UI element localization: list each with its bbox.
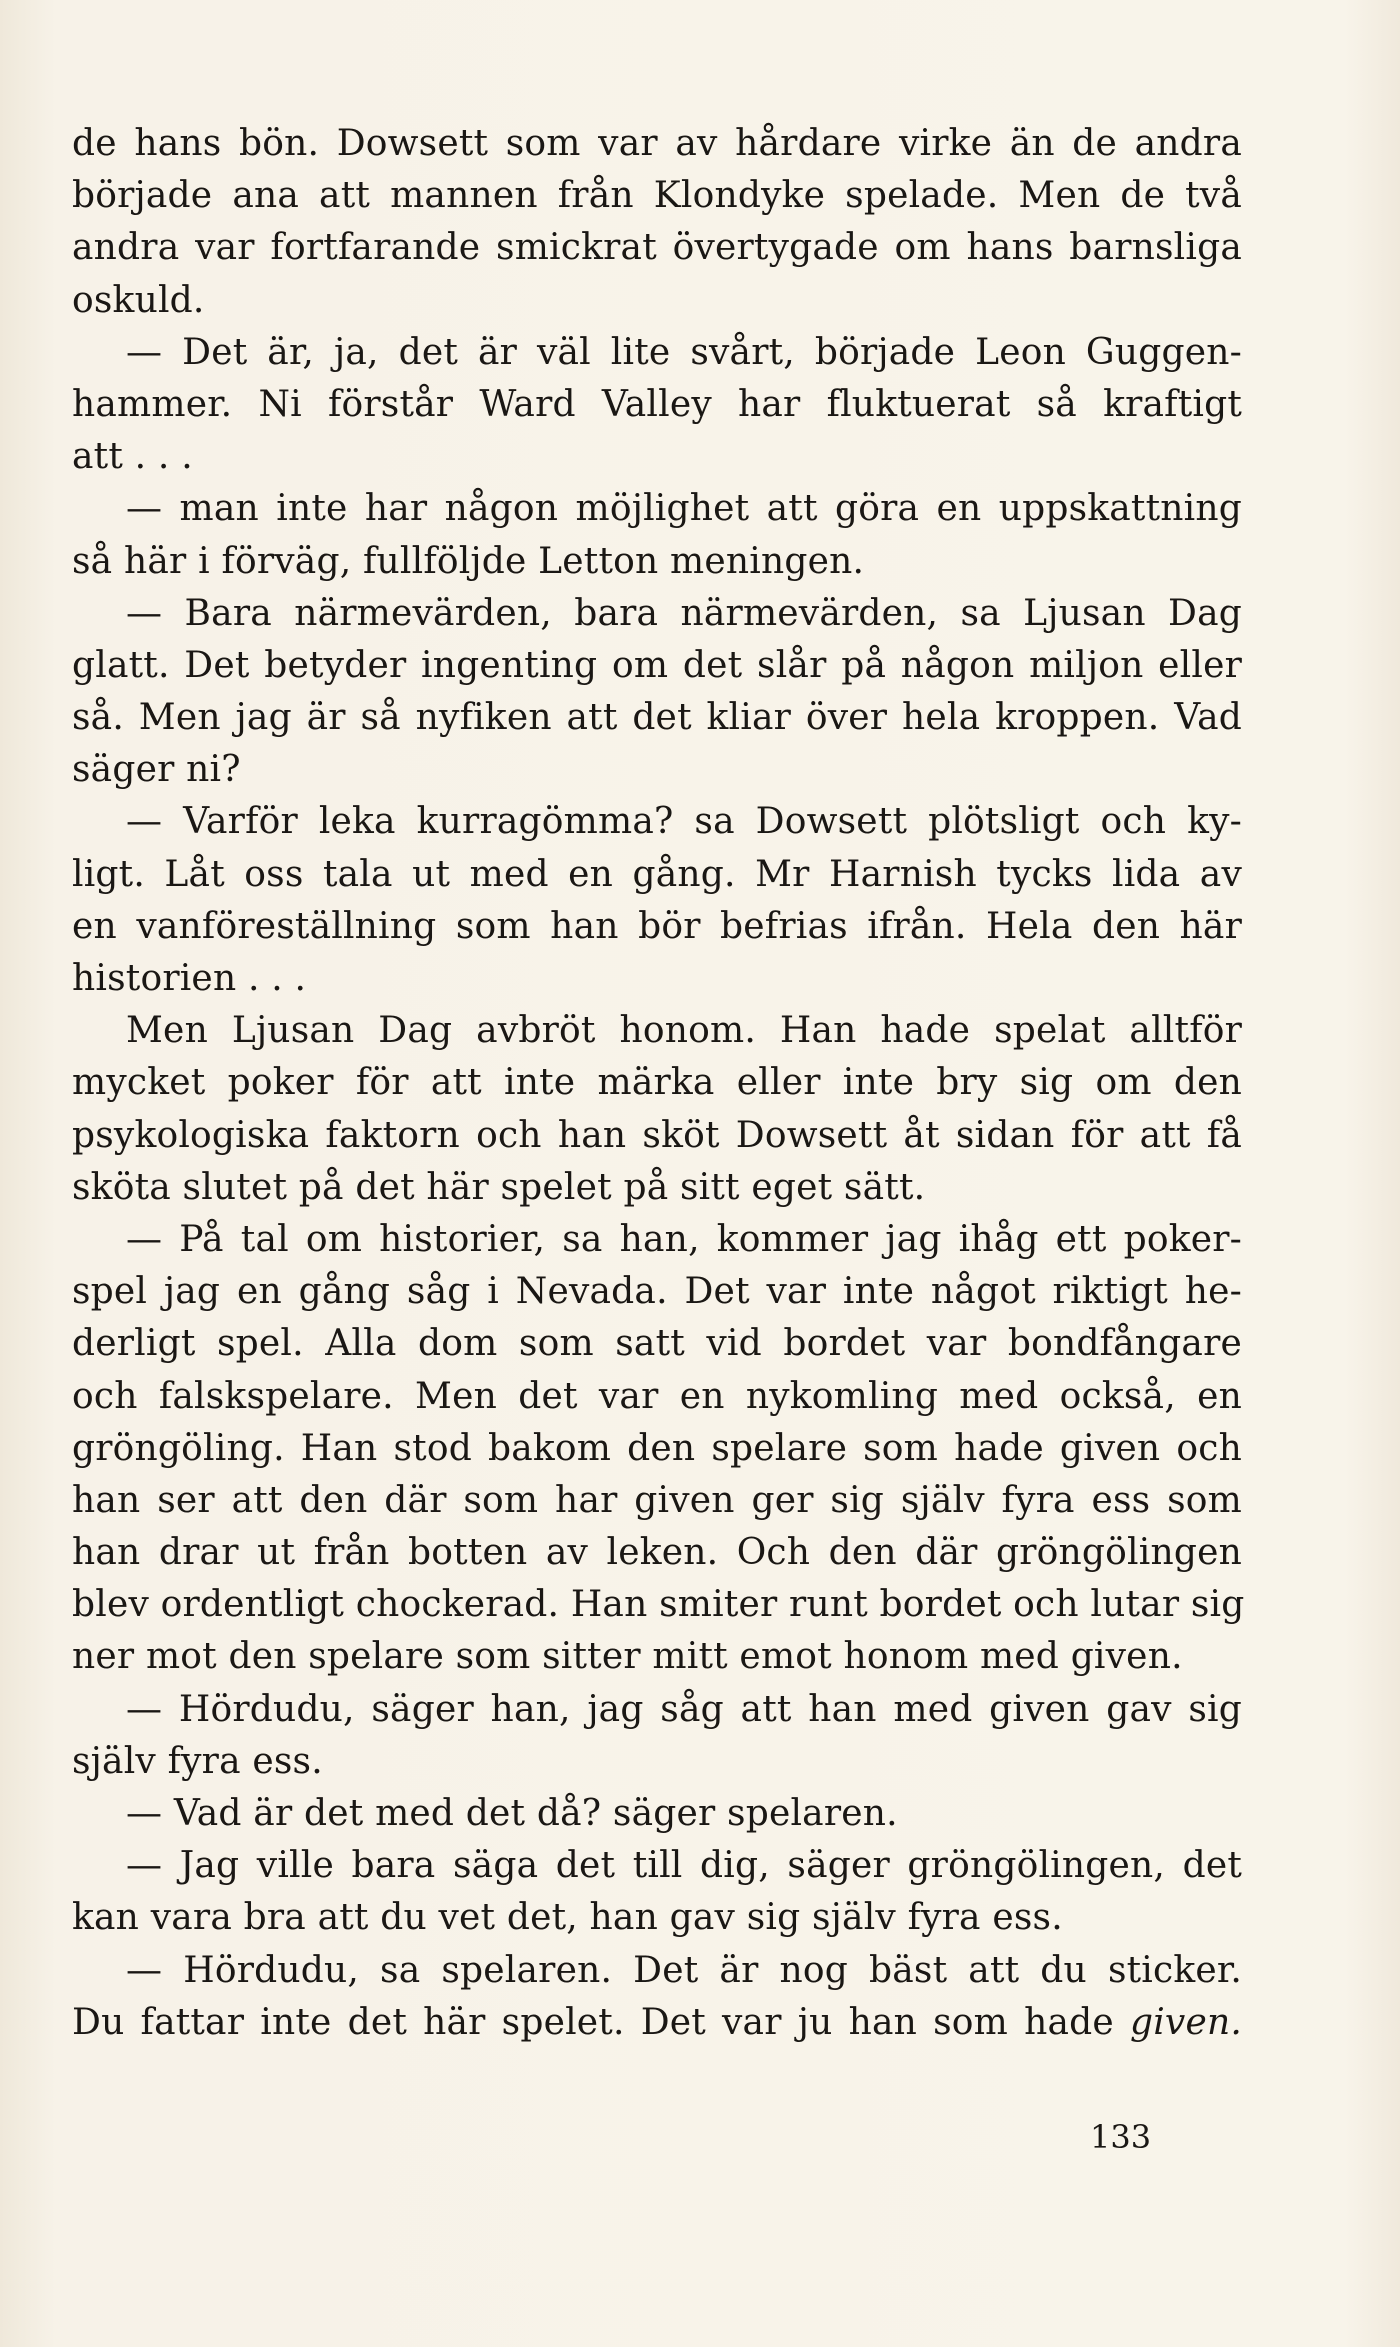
text-line — [72, 118, 1242, 170]
text-line-content: — På tal om historier, sa han, kommer jag ihåg ett poker- — [126, 1218, 1242, 1260]
text-line-content: hammer. Ni förstår Ward Valley har fluktuerat så kraftigt — [72, 383, 1242, 425]
text-line — [72, 953, 1242, 1005]
text-line-content: mycket poker för att inte märka eller inte bry sig om den — [72, 1062, 1242, 1104]
text-line-content: psykologiska faktorn och han sköt Dowsett åt sidan för att få — [72, 1114, 1242, 1156]
text-line-content: — Det är, ja, det är väl lite svårt, började Leon Guggen- — [126, 331, 1242, 373]
text-line-content: — Hördudu, sa spelaren. Det är nog bäst att du sticker. — [126, 1949, 1242, 1991]
text-line-content: han drar ut från botten av leken. Och den där gröngölingen — [72, 1532, 1242, 1574]
text-line — [72, 692, 1242, 744]
text-line-content: Men Ljusan Dag avbröt honom. Han hade spelat alltför — [126, 1010, 1242, 1052]
text-line — [72, 327, 1242, 379]
text-line-content: — man inte har någon möjlighet att göra en uppskattning — [126, 488, 1242, 530]
text-line-content: — Jag ville bara säga det till dig, säger gröngölingen, det — [126, 1845, 1242, 1887]
text-line-content: oskuld. — [72, 279, 205, 321]
text-line-content: började ana att mannen från Klondyke spelade. Men de två — [72, 175, 1242, 217]
text-line-content: så. Men jag är så nyfiken att det kliar över hela kroppen. Vad — [72, 697, 1242, 739]
text-line-content: Du fattar inte det här spelet. Det var ju han som hade — [72, 2001, 1130, 2043]
text-line — [72, 1840, 1242, 1892]
text-line — [72, 1318, 1242, 1370]
text-line-content: säger ni? — [72, 749, 241, 791]
text-line — [72, 796, 1242, 848]
text-line — [72, 1527, 1242, 1579]
text-line — [72, 1631, 1242, 1683]
text-line-content: gröngöling. Han stod bakom den spelare som hade given och — [72, 1427, 1242, 1469]
text-line — [72, 1371, 1242, 1423]
text-line-content: andra var fortfarande smickrat övertygade om hans barnsliga — [72, 227, 1242, 269]
text-line — [72, 222, 1242, 274]
text-line-content: — Bara närmevärden, bara närmevärden, sa Ljusan Dag — [126, 592, 1242, 634]
text-line-content: själv fyra ess. — [72, 1740, 323, 1782]
text-line — [72, 1736, 1242, 1788]
text-line-content: spel jag en gång såg i Nevada. Det var inte något riktigt he- — [72, 1271, 1242, 1313]
text-line — [72, 170, 1242, 222]
text-line-content: blev ordentligt chockerad. Han smiter runt bordet och lutar sig — [72, 1584, 1245, 1626]
text-line-content: — Varför leka kurragömma? sa Dowsett plötsligt och ky- — [126, 801, 1242, 843]
text-line-content: att . . . — [72, 436, 193, 478]
text-line — [72, 1214, 1242, 1266]
text-line — [72, 536, 1242, 588]
text-line — [72, 1475, 1242, 1527]
text-line — [72, 588, 1242, 640]
text-line — [72, 1945, 1242, 1997]
text-line — [72, 1162, 1242, 1214]
text-line-content: historien . . . — [72, 958, 307, 999]
text-line — [72, 901, 1242, 953]
body-text — [72, 118, 1245, 2049]
text-line-content: han ser att den där som har given ger sig själv fyra ess som — [72, 1479, 1242, 1521]
text-line-content: de hans bön. Dowsett som var av hårdare virke än de andra — [72, 123, 1242, 164]
text-line-content: och falskspelare. Men det var en nykomling med också, en — [72, 1375, 1242, 1417]
text-line — [72, 379, 1242, 431]
text-line — [72, 1579, 1245, 1631]
text-line — [72, 1997, 1242, 2049]
text-line-content: kan vara bra att du vet det, han gav sig själv fyra ess. — [72, 1897, 1063, 1939]
text-line-content: en vanföreställning som han bör befrias ifrån. Hela den här — [72, 905, 1242, 947]
text-line — [72, 640, 1242, 692]
text-line — [72, 1892, 1242, 1944]
text-line — [72, 275, 1242, 327]
text-line-content: glatt. Det betyder ingenting om det slår på någon miljon eller — [72, 644, 1242, 686]
text-line-content: — Hördudu, säger han, jag såg att han med given gav sig — [126, 1688, 1242, 1730]
italic-word: given. — [1129, 2001, 1242, 2043]
text-line — [72, 1005, 1242, 1057]
text-line — [72, 431, 1242, 483]
text-line-content: — Vad är det med det då? säger spelaren. — [126, 1793, 898, 1834]
text-line — [72, 744, 1242, 796]
text-line — [72, 1266, 1242, 1318]
text-line-content: så här i förväg, fullföljde Letton meningen. — [72, 540, 865, 582]
text-line-content: ligt. Låt oss tala ut med en gång. Mr Harnish tycks lida av — [72, 853, 1242, 895]
text-line — [72, 1788, 1242, 1840]
text-line-content: ner mot den spelare som sitter mitt emot honom med given. — [72, 1636, 1183, 1678]
text-line — [72, 1684, 1242, 1736]
text-line — [72, 849, 1242, 901]
text-line — [72, 483, 1242, 535]
page-number: 133 — [1090, 2118, 1152, 2156]
text-line — [72, 1423, 1242, 1475]
text-line — [72, 1110, 1242, 1162]
text-line-content: derligt spel. Alla dom som satt vid bordet var bondfångare — [72, 1323, 1242, 1365]
text-line — [72, 1057, 1242, 1109]
text-line-content: sköta slutet på det här spelet på sitt eget sätt. — [72, 1166, 926, 1208]
